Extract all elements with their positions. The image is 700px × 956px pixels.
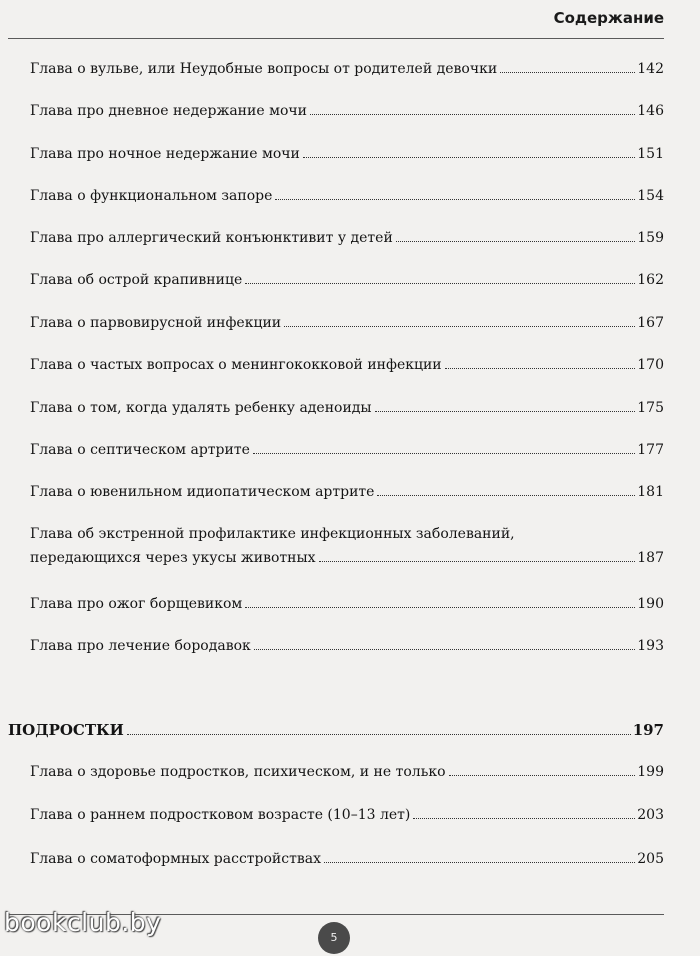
- toc-section-heading: [8, 720, 664, 740]
- dot-leader: [375, 411, 636, 412]
- running-head: Содержание: [553, 9, 664, 27]
- toc-entry-page: 193: [637, 638, 664, 654]
- toc-entry-title: Глава про аллергический конъюнктивит у детей: [30, 230, 393, 246]
- toc-entry: [30, 805, 664, 825]
- dot-leader: [245, 283, 635, 284]
- page-number-badge: 5: [318, 922, 350, 954]
- toc-entry: [30, 524, 664, 568]
- toc-entry-page: 146: [637, 103, 664, 119]
- toc-entry-title: Глава про дневное недержание мочи: [30, 103, 307, 119]
- toc-entry-page: 190: [637, 596, 664, 612]
- toc-entry-title: Глава о ювенильном идиопатическом артрите: [30, 484, 375, 500]
- dot-leader: [245, 607, 635, 608]
- toc-entry: [30, 313, 664, 333]
- dot-leader: [127, 734, 631, 735]
- dot-leader: [310, 114, 635, 115]
- toc-entry-page: 181: [637, 484, 664, 500]
- toc-entry: [30, 594, 664, 614]
- toc-entry-page: 175: [637, 400, 664, 416]
- toc-entry-page: 162: [637, 272, 664, 288]
- toc-entry-page: 205: [637, 851, 664, 867]
- toc-entry-title: Глава про ожог борщевиком: [30, 596, 243, 612]
- toc-entry-title-line1: Глава об экстренной профилактике инфекционных заболеваний,: [30, 526, 515, 542]
- dot-leader: [275, 199, 635, 200]
- section-page: 197: [632, 721, 664, 739]
- toc-entry: [30, 186, 664, 206]
- toc-entry-page: 167: [637, 315, 664, 331]
- dot-leader: [377, 495, 635, 496]
- dot-leader: [253, 453, 635, 454]
- toc-entry-title: Глава о септическом артрите: [30, 442, 250, 458]
- toc-entry: [30, 59, 664, 79]
- toc-entry-page: 154: [637, 188, 664, 204]
- dot-leader: [445, 368, 636, 369]
- toc-entry-title-line2: передающихся через укусы животных: [30, 550, 316, 566]
- toc-entry-page: 187: [637, 550, 664, 566]
- toc-entry: [30, 355, 664, 375]
- toc-entry: [30, 849, 664, 869]
- dot-leader: [324, 862, 635, 863]
- toc-entry-title: Глава о здоровье подростков, психическом, и не только: [30, 764, 446, 780]
- toc-entry-page: 159: [637, 230, 664, 246]
- toc-entry-title: Глава о частых вопросах о менингококковой инфекции: [30, 357, 442, 373]
- dot-leader: [303, 157, 635, 158]
- toc-entry: [30, 482, 664, 502]
- toc-entry: [30, 144, 664, 164]
- section-title: ПОДРОСТКИ: [8, 721, 124, 739]
- toc-entry-title: Глава о функциональном запоре: [30, 188, 273, 204]
- toc-entry-title: Глава про ночное недержание мочи: [30, 146, 300, 162]
- dot-leader: [500, 72, 635, 73]
- toc-entry-title: Глава о парвовирусной инфекции: [30, 315, 282, 331]
- toc-entry-title: Глава о раннем подростковом возрасте (10–13 лет): [30, 807, 411, 823]
- watermark: bookclub.by: [4, 908, 162, 937]
- toc-entry: [30, 270, 664, 290]
- dot-leader: [284, 326, 635, 327]
- dot-leader: [319, 561, 636, 562]
- dot-leader: [396, 241, 635, 242]
- dot-leader: [449, 775, 636, 776]
- toc-entry: [30, 636, 664, 656]
- toc-entry: [30, 101, 664, 121]
- toc-entry-title: Глава о том, когда удалять ребенку аденоиды: [30, 400, 372, 416]
- toc-entry-page: 170: [637, 357, 664, 373]
- dot-leader: [413, 818, 635, 819]
- toc-entry: [30, 762, 664, 782]
- toc-entry-page: 151: [637, 146, 664, 162]
- dot-leader: [254, 649, 636, 650]
- toc-entry: [30, 228, 664, 248]
- toc-entry-page: 203: [637, 807, 664, 823]
- header-rule: [8, 38, 664, 39]
- toc-entry: [30, 398, 664, 418]
- toc-entry: [30, 440, 664, 460]
- toc-entry-title: Глава об острой крапивнице: [30, 272, 243, 288]
- toc-entry-page: 177: [637, 442, 664, 458]
- toc-entry-page: 199: [637, 764, 664, 780]
- toc-entry-title: Глава о соматоформных расстройствах: [30, 851, 321, 867]
- toc-entry-page: 142: [637, 61, 664, 77]
- toc-entry-title: Глава о вульве, или Неудобные вопросы от родителей девочки: [30, 61, 498, 77]
- toc-entry-title: Глава про лечение бородавок: [30, 638, 251, 654]
